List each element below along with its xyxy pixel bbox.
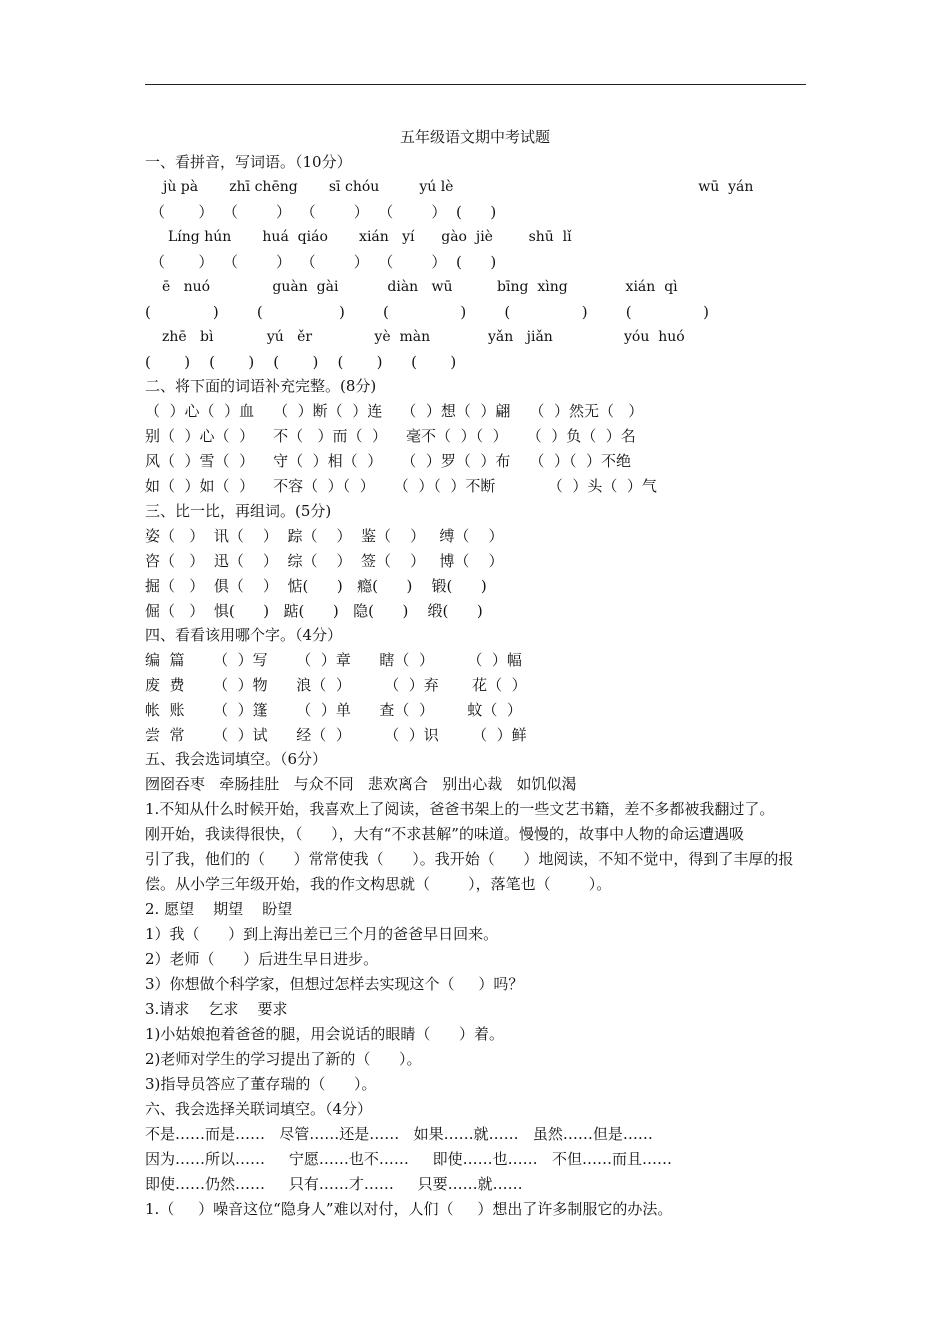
page-title: 五年级语文期中考试题 <box>399 128 550 146</box>
question-item: 3)指导员答应了董存瑞的（ ）。 <box>145 1075 377 1093</box>
passage-line: 引了我，他们的（ ）常常使我（ ）。我开始（ ）地阅读，不知不觉中，得到了丰厚的报 <box>145 850 794 868</box>
section-heading-6: 六、我会选择关联词填空。（4分） <box>145 1100 373 1118</box>
compare-row: 姿（ ） 讯（ ） 踪（ ） 鉴（ ） 缚（ ） <box>145 527 504 545</box>
conjunction-options: 即使……仍然…… 只有……才…… 只要……就…… <box>145 1175 523 1193</box>
section-heading-5: 五、我会选词填空。（6分） <box>145 750 328 768</box>
idiom-row: 风（ ）雪（ ） 守（ ）相（ ） （ ）罗（ ）布 （ ）（ ）不绝 <box>145 452 632 470</box>
blank-row-4: ( ) ( ) ( ) ( ) ( ) <box>145 353 457 371</box>
compare-row: 倔（ ） 惧( ) 踮( ) 隐( ) 缎( ) <box>145 602 483 620</box>
passage-line: 偿。从小学三年级开始，我的作文构思就（ ），落笔也（ ）。 <box>145 875 612 893</box>
section-heading-1: 一、看拼音，写词语。（10分） <box>145 153 352 171</box>
section-heading-2: 二、将下面的词语补充完整。(8分) <box>145 377 377 395</box>
passage-line: 刚开始，我读得很快，（ ），大有“不求甚解”的味道。慢慢的，故事中人物的命运遭遇吸 <box>145 825 744 843</box>
char-choice-row: 废 费 （ ）物 浪（ ） （ ）弃 花（ ） <box>145 676 527 694</box>
conjunction-options: 因为……所以…… 宁愿……也不…… 即使……也…… 不但……而且…… <box>145 1150 672 1168</box>
char-choice-row: 帐 账 （ ）篷 （ ）单 查（ ） 蚊（ ） <box>145 701 522 719</box>
pinyin-row-3: ē nuó guàn gài diàn wū bīng xìng xián qì <box>162 279 678 295</box>
passage-line: 1.不知从什么时候开始，我喜欢上了阅读，爸爸书架上的一些文艺书籍，差不多都被我翻过了。 <box>145 800 775 818</box>
compare-row: 咨（ ） 迅（ ） 综（ ） 签（ ） 博（ ） <box>145 552 504 570</box>
pinyin-row-1: jù pà zhī chēng sī chóu yú lè wū yán <box>163 179 754 195</box>
idiom-row: （ ）心（ ）血 （ ）断（ ）连 （ ）想（ ）翩 （ ）然无（ ） <box>145 402 644 420</box>
compare-row: 掘（ ） 俱（ ） 惦( ) 瘾( ) 锻( ) <box>145 577 487 595</box>
header-rule <box>145 84 806 85</box>
pinyin-row-2: Líng hún huá qiáo xián yí gào jiè shū lǐ <box>168 229 572 245</box>
char-choice-row: 编 篇 （ ）写 （ ）章 瞎（ ） （ ）幅 <box>145 651 522 669</box>
conjunction-options: 不是……而是…… 尽管……还是…… 如果……就…… 虽然……但是…… <box>145 1125 653 1143</box>
char-choice-row: 尝 常 （ ）试 经（ ） （ ）识 （ ）鲜 <box>145 726 527 744</box>
question-item: 1.（ ）噪音这位“隐身人”难以对付，人们（ ）想出了许多制服它的办法。 <box>145 1200 673 1218</box>
idiom-row: 别（ ）心（ ） 不（ ）而（ ） 毫不（ ）（ ） （ ）负（ ）名 <box>145 427 636 445</box>
section-heading-4: 四、看看该用哪个字。（4分） <box>145 626 343 644</box>
question-item: 2)老师对学生的学习提出了新的（ ）。 <box>145 1050 422 1068</box>
question-item: 2）老师（ ）后进生早日进步。 <box>145 950 379 968</box>
word-options: 囫囵吞枣 牵肠挂肚 与众不同 悲欢离合 别出心裁 如饥似渴 <box>145 775 577 793</box>
blank-row-1: （ ） （ ） （ ） （ ） ( ) <box>150 203 497 221</box>
blank-row-3: ( ) ( ) ( ) ( ) ( ) <box>145 303 709 321</box>
section-heading-3: 三、比一比，再组词。(5分) <box>145 502 332 520</box>
blank-row-2: （ ） （ ） （ ） （ ） ( ) <box>150 253 497 271</box>
question-3-options: 3.请求 乞求 要求 <box>145 1000 288 1018</box>
idiom-row: 如（ ）如（ ） 不容（ ）（ ） （ ）（ ）不断 （ ）头（ ）气 <box>145 477 657 495</box>
pinyin-row-4: zhē bì yú ěr yè màn yǎn jiǎn yóu huó <box>162 329 685 345</box>
question-item: 1）我（ ）到上海出差已三个月的爸爸早日回来。 <box>145 925 499 943</box>
question-item: 3）你想做个科学家，但想过怎样去实现这个（ ）吗？ <box>145 975 524 993</box>
question-2-options: 2. 愿望 期望 盼望 <box>145 900 293 918</box>
question-item: 1)小姑娘抱着爸爸的腿，用会说话的眼睛（ ）着。 <box>145 1025 505 1043</box>
